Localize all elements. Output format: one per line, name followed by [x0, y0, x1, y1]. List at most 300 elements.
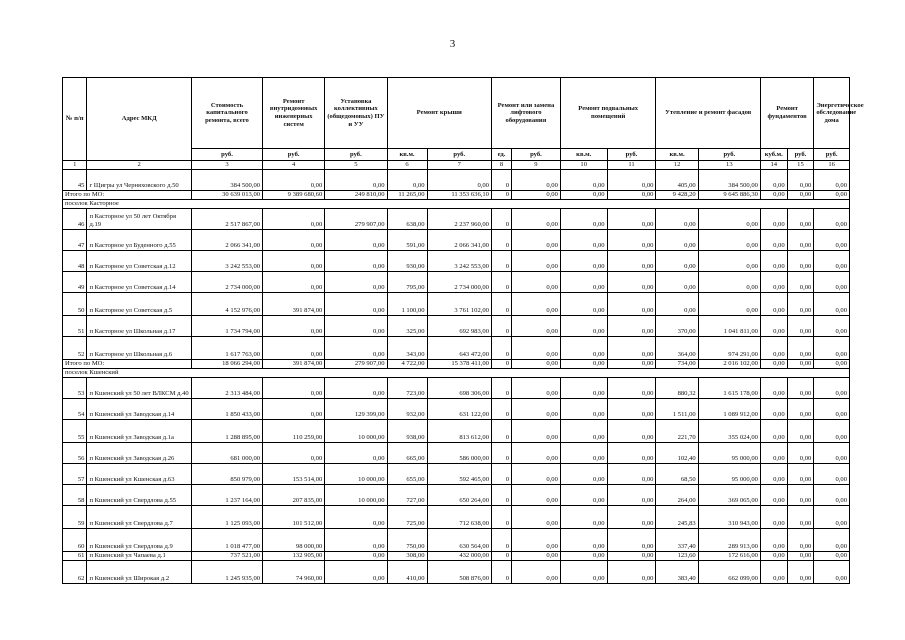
- value-cell: 0,00: [511, 419, 560, 442]
- value-cell: 0,00: [787, 442, 814, 463]
- section-row: [63, 368, 850, 377]
- value-cell: 3 761 102,00: [427, 292, 491, 315]
- value-cell: 0,00: [607, 419, 656, 442]
- value-cell: 245,83: [656, 505, 698, 528]
- col-number-cell: 4: [263, 161, 325, 170]
- value-cell: 880,32: [656, 377, 698, 398]
- address-cell: г Щигры ул Черняховского д.50: [87, 169, 191, 190]
- col-meters-title: Установка коллективных (общедомовых) ПУ и УУ: [325, 78, 387, 149]
- col-number-cell: 12: [656, 161, 698, 170]
- section-title: поселок Касторное: [63, 199, 850, 208]
- table-row: [63, 292, 850, 315]
- value-cell: 0,00: [814, 336, 850, 359]
- value-cell: 370,00: [656, 315, 698, 336]
- total-label: Итого по МО:: [63, 359, 192, 368]
- value-cell: 0,00: [607, 359, 656, 368]
- value-cell: 2 313 484,00: [191, 377, 262, 398]
- value-cell: 0,00: [560, 560, 607, 583]
- col-address-title: Адрес МКД: [87, 78, 191, 161]
- value-cell: 0,00: [607, 484, 656, 505]
- value-cell: 0,00: [511, 377, 560, 398]
- value-cell: 0,00: [325, 229, 387, 250]
- col-number-cell: 11: [607, 161, 656, 170]
- value-cell: 655,00: [387, 463, 427, 484]
- value-cell: 337,40: [656, 528, 698, 551]
- value-cell: 750,00: [387, 528, 427, 551]
- row-number: 62: [63, 560, 87, 583]
- value-cell: 0,00: [325, 442, 387, 463]
- value-cell: 0,00: [511, 528, 560, 551]
- value-cell: 0,00: [325, 528, 387, 551]
- value-cell: 0,00: [560, 336, 607, 359]
- value-cell: 932,00: [387, 398, 427, 419]
- value-cell: 0,00: [787, 229, 814, 250]
- table-row: [63, 484, 850, 505]
- value-cell: 0,00: [325, 551, 387, 560]
- value-cell: 0,00: [760, 229, 787, 250]
- value-cell: 9 645 886,30: [698, 190, 760, 199]
- value-cell: 249 810,00: [325, 190, 387, 199]
- value-cell: 132 905,00: [263, 551, 325, 560]
- value-cell: 0,00: [760, 484, 787, 505]
- value-cell: 0,00: [814, 190, 850, 199]
- value-cell: 0: [491, 271, 511, 292]
- value-cell: 0,00: [560, 250, 607, 271]
- table-row: [63, 271, 850, 292]
- table-row: [63, 169, 850, 190]
- value-cell: 1 018 477,00: [191, 528, 262, 551]
- unit-cell: руб.: [814, 149, 850, 161]
- value-cell: 0,00: [263, 336, 325, 359]
- value-cell: 1 734 794,00: [191, 315, 262, 336]
- table-row: [63, 551, 850, 560]
- value-cell: 813 612,00: [427, 419, 491, 442]
- value-cell: 172 616,00: [698, 551, 760, 560]
- row-number: 53: [63, 377, 87, 398]
- col-number-cell: 14: [760, 161, 787, 170]
- value-cell: 0,00: [511, 560, 560, 583]
- value-cell: 0,00: [263, 229, 325, 250]
- row-number: 58: [63, 484, 87, 505]
- address-cell: п Касторное ул Советская д.14: [87, 271, 191, 292]
- value-cell: 0,00: [760, 250, 787, 271]
- value-cell: 0,00: [511, 442, 560, 463]
- value-cell: 4 152 976,00: [191, 292, 262, 315]
- value-cell: 0,00: [698, 292, 760, 315]
- value-cell: 0,00: [760, 560, 787, 583]
- unit-cell: руб.: [263, 149, 325, 161]
- value-cell: 0: [491, 377, 511, 398]
- value-cell: 0,00: [560, 190, 607, 199]
- table-row: [63, 315, 850, 336]
- value-cell: 0,00: [263, 315, 325, 336]
- value-cell: 0,00: [787, 336, 814, 359]
- value-cell: 0,00: [656, 208, 698, 229]
- col-number-cell: 13: [698, 161, 760, 170]
- value-cell: 0,00: [760, 442, 787, 463]
- value-cell: 0,00: [325, 377, 387, 398]
- value-cell: 0,00: [560, 419, 607, 442]
- row-number: 48: [63, 250, 87, 271]
- value-cell: 110 259,00: [263, 419, 325, 442]
- row-number: 54: [63, 398, 87, 419]
- value-cell: 0,00: [263, 442, 325, 463]
- value-cell: 0,00: [760, 190, 787, 199]
- value-cell: 0,00: [263, 377, 325, 398]
- value-cell: 0,00: [814, 398, 850, 419]
- col-number-cell: 1: [63, 161, 87, 170]
- value-cell: 0,00: [325, 169, 387, 190]
- value-cell: 0: [491, 551, 511, 560]
- value-cell: 0,00: [263, 250, 325, 271]
- value-cell: 1 089 912,00: [698, 398, 760, 419]
- value-cell: 0,00: [560, 528, 607, 551]
- value-cell: 0,00: [511, 229, 560, 250]
- value-cell: 0,00: [814, 229, 850, 250]
- value-cell: 0: [491, 398, 511, 419]
- value-cell: 0,00: [814, 560, 850, 583]
- value-cell: 1 615 178,00: [698, 377, 760, 398]
- address-cell: п Кшенский ул Свердлова д.9: [87, 528, 191, 551]
- value-cell: 0,00: [511, 208, 560, 229]
- value-cell: 0,00: [814, 551, 850, 560]
- value-cell: 0,00: [560, 271, 607, 292]
- value-cell: 0,00: [607, 442, 656, 463]
- value-cell: 123,60: [656, 551, 698, 560]
- value-cell: 0,00: [760, 377, 787, 398]
- value-cell: 0,00: [787, 505, 814, 528]
- value-cell: 0,00: [560, 551, 607, 560]
- value-cell: 0: [491, 528, 511, 551]
- value-cell: 18 066 294,00: [191, 359, 262, 368]
- value-cell: 0,00: [760, 505, 787, 528]
- value-cell: 310 943,00: [698, 505, 760, 528]
- value-cell: 592 465,00: [427, 463, 491, 484]
- value-cell: 0,00: [263, 398, 325, 419]
- value-cell: 0: [491, 419, 511, 442]
- address-cell: п Кшенский ул Свердлова д.55: [87, 484, 191, 505]
- value-cell: 384 500,00: [698, 169, 760, 190]
- value-cell: 0,00: [511, 315, 560, 336]
- value-cell: 0,00: [814, 505, 850, 528]
- address-cell: п Кшенский ул Широкая д.2: [87, 560, 191, 583]
- value-cell: 0,00: [263, 169, 325, 190]
- value-cell: 0,00: [511, 551, 560, 560]
- unit-cell: кв.м.: [656, 149, 698, 161]
- value-cell: 0: [491, 190, 511, 199]
- value-cell: 0,00: [607, 315, 656, 336]
- value-cell: 508 876,00: [427, 560, 491, 583]
- total-row: [63, 359, 850, 368]
- value-cell: 0,00: [656, 229, 698, 250]
- value-cell: 0,00: [511, 484, 560, 505]
- value-cell: 0,00: [787, 292, 814, 315]
- value-cell: 638,00: [387, 208, 427, 229]
- value-cell: 630 564,00: [427, 528, 491, 551]
- table-row: [63, 229, 850, 250]
- table-body: [63, 169, 850, 583]
- col-number-cell: 8: [491, 161, 511, 170]
- value-cell: 279 907,00: [325, 208, 387, 229]
- value-cell: 3 242 553,00: [427, 250, 491, 271]
- value-cell: 930,00: [387, 250, 427, 271]
- value-cell: 0,00: [787, 419, 814, 442]
- value-cell: 0,00: [607, 208, 656, 229]
- table-row: [63, 560, 850, 583]
- value-cell: 364,00: [656, 336, 698, 359]
- value-cell: 391 874,00: [263, 359, 325, 368]
- value-cell: 0,00: [511, 359, 560, 368]
- col-number-cell: 6: [387, 161, 427, 170]
- address-cell: п Кшенский ул Заводская д.26: [87, 442, 191, 463]
- value-cell: 0,00: [760, 271, 787, 292]
- value-cell: 1 617 763,00: [191, 336, 262, 359]
- value-cell: 0: [491, 359, 511, 368]
- value-cell: 1 511,00: [656, 398, 698, 419]
- table-row: [63, 463, 850, 484]
- value-cell: 0,00: [607, 505, 656, 528]
- value-cell: 0,00: [263, 208, 325, 229]
- col-energy-title: Энергетическое обследование дома: [814, 78, 850, 149]
- unit-cell: руб.: [607, 149, 656, 161]
- value-cell: 737 521,00: [191, 551, 262, 560]
- value-cell: 0,00: [325, 315, 387, 336]
- value-cell: 1 850 433,00: [191, 398, 262, 419]
- value-cell: 0,00: [814, 169, 850, 190]
- value-cell: 0,00: [511, 336, 560, 359]
- value-cell: 723,00: [387, 377, 427, 398]
- value-cell: 643 472,00: [427, 336, 491, 359]
- value-cell: 0,00: [511, 169, 560, 190]
- value-cell: 129 399,00: [325, 398, 387, 419]
- col-foundation-title: Ремонт фундаментов: [760, 78, 813, 149]
- value-cell: 0,00: [760, 359, 787, 368]
- value-cell: 2 016 102,00: [698, 359, 760, 368]
- value-cell: 101 512,00: [263, 505, 325, 528]
- value-cell: 0,00: [607, 229, 656, 250]
- value-cell: 0: [491, 442, 511, 463]
- table-row: [63, 208, 850, 229]
- value-cell: 1 245 935,00: [191, 560, 262, 583]
- value-cell: 74 960,00: [263, 560, 325, 583]
- value-cell: 681 000,00: [191, 442, 262, 463]
- value-cell: 0,00: [787, 190, 814, 199]
- table-row: [63, 336, 850, 359]
- value-cell: 0: [491, 463, 511, 484]
- value-cell: 0,00: [814, 359, 850, 368]
- value-cell: 391 874,00: [263, 292, 325, 315]
- value-cell: 0,00: [787, 169, 814, 190]
- value-cell: 0,00: [760, 208, 787, 229]
- col-facade-title: Утепление и ремонт фасадов: [656, 78, 760, 149]
- value-cell: 0,00: [656, 292, 698, 315]
- col-number-cell: 5: [325, 161, 387, 170]
- value-cell: 1 041 811,00: [698, 315, 760, 336]
- col-number-cell: 16: [814, 161, 850, 170]
- value-cell: 0,00: [560, 292, 607, 315]
- value-cell: 0,00: [814, 377, 850, 398]
- value-cell: 1 237 164,00: [191, 484, 262, 505]
- value-cell: 0,00: [560, 484, 607, 505]
- value-cell: 0,00: [787, 551, 814, 560]
- value-cell: 0,00: [814, 271, 850, 292]
- value-cell: 0,00: [698, 208, 760, 229]
- unit-cell: руб.: [427, 149, 491, 161]
- row-number: 57: [63, 463, 87, 484]
- col-roof-title: Ремонт крыши: [387, 78, 491, 149]
- value-cell: 0,00: [325, 560, 387, 583]
- value-cell: 0,00: [560, 229, 607, 250]
- value-cell: 692 983,00: [427, 315, 491, 336]
- value-cell: 0,00: [814, 208, 850, 229]
- value-cell: 0,00: [656, 250, 698, 271]
- value-cell: 850 979,00: [191, 463, 262, 484]
- value-cell: 0,00: [656, 271, 698, 292]
- value-cell: 0,00: [760, 419, 787, 442]
- row-number: 59: [63, 505, 87, 528]
- unit-cell: куб.м.: [760, 149, 787, 161]
- value-cell: 650 264,00: [427, 484, 491, 505]
- value-cell: 355 024,00: [698, 419, 760, 442]
- row-number: 46: [63, 208, 87, 229]
- total-row: [63, 190, 850, 199]
- table-row: [63, 419, 850, 442]
- value-cell: 0,00: [814, 315, 850, 336]
- value-cell: 98 000,00: [263, 528, 325, 551]
- value-cell: 0,00: [607, 292, 656, 315]
- total-label: Итого по МО:: [63, 190, 192, 199]
- col-num-title: № п/п: [63, 78, 87, 161]
- address-cell: п Касторное ул Буденного д.55: [87, 229, 191, 250]
- col-number-cell: 3: [191, 161, 262, 170]
- section-row: [63, 199, 850, 208]
- table-row: [63, 398, 850, 419]
- value-cell: 725,00: [387, 505, 427, 528]
- value-cell: 264,00: [656, 484, 698, 505]
- value-cell: 0,00: [698, 250, 760, 271]
- value-cell: 0,00: [760, 463, 787, 484]
- value-cell: 0,00: [325, 292, 387, 315]
- value-cell: 308,00: [387, 551, 427, 560]
- value-cell: 0,00: [560, 359, 607, 368]
- value-cell: 0,00: [760, 551, 787, 560]
- value-cell: 0,00: [325, 505, 387, 528]
- value-cell: 0,00: [325, 250, 387, 271]
- row-number: 56: [63, 442, 87, 463]
- value-cell: 0,00: [787, 377, 814, 398]
- capital-repair-table: [62, 77, 864, 584]
- value-cell: 0,00: [607, 528, 656, 551]
- value-cell: 0,00: [698, 271, 760, 292]
- col-engineering-title: Ремонт внутридомовых инженерных систем: [263, 78, 325, 149]
- value-cell: 0,00: [814, 419, 850, 442]
- value-cell: 1 125 093,00: [191, 505, 262, 528]
- address-cell: п Касторное ул Советская д.12: [87, 250, 191, 271]
- value-cell: 0,00: [787, 463, 814, 484]
- value-cell: 0,00: [560, 442, 607, 463]
- value-cell: 0: [491, 336, 511, 359]
- value-cell: 662 099,00: [698, 560, 760, 583]
- value-cell: 0,00: [760, 528, 787, 551]
- value-cell: 0,00: [607, 377, 656, 398]
- value-cell: 795,00: [387, 271, 427, 292]
- value-cell: 0,00: [511, 271, 560, 292]
- value-cell: 2 734 000,00: [427, 271, 491, 292]
- col-lift-title: Ремонт или замена лифтового оборудования: [491, 78, 560, 149]
- value-cell: 2 734 000,00: [191, 271, 262, 292]
- row-number: 47: [63, 229, 87, 250]
- value-cell: 586 000,00: [427, 442, 491, 463]
- table-row: [63, 377, 850, 398]
- value-cell: 405,00: [656, 169, 698, 190]
- value-cell: 325,00: [387, 315, 427, 336]
- address-cell: п Кшенский ул Кшенская д.63: [87, 463, 191, 484]
- value-cell: 0,00: [511, 398, 560, 419]
- value-cell: 95 000,00: [698, 463, 760, 484]
- value-cell: 0,00: [511, 250, 560, 271]
- value-cell: 0,00: [787, 208, 814, 229]
- value-cell: 2 066 341,00: [427, 229, 491, 250]
- value-cell: 0,00: [787, 359, 814, 368]
- value-cell: 289 913,00: [698, 528, 760, 551]
- value-cell: 3 242 553,00: [191, 250, 262, 271]
- unit-cell: руб.: [325, 149, 387, 161]
- col-total-cost-title: Стоимость капитального ремонта, всего: [191, 78, 262, 149]
- value-cell: 0,00: [607, 560, 656, 583]
- value-cell: 0,00: [325, 336, 387, 359]
- value-cell: 68,50: [656, 463, 698, 484]
- value-cell: 734,00: [656, 359, 698, 368]
- value-cell: 0,00: [698, 229, 760, 250]
- unit-cell: ед.: [491, 149, 511, 161]
- value-cell: 665,00: [387, 442, 427, 463]
- value-cell: 0,00: [607, 190, 656, 199]
- value-cell: 343,00: [387, 336, 427, 359]
- table-row: [63, 442, 850, 463]
- value-cell: 0,00: [607, 398, 656, 419]
- value-cell: 384 500,00: [191, 169, 262, 190]
- value-cell: 0,00: [560, 169, 607, 190]
- value-cell: 369 065,00: [698, 484, 760, 505]
- value-cell: 9 428,20: [656, 190, 698, 199]
- value-cell: 712 638,00: [427, 505, 491, 528]
- value-cell: 2 517 867,00: [191, 208, 262, 229]
- value-cell: 432 000,00: [427, 551, 491, 560]
- address-cell: п Кшенский ул 50 лет ВЛКСМ д.40: [87, 377, 191, 398]
- address-cell: п Касторное ул Школьная д.6: [87, 336, 191, 359]
- unit-cell: кв.м.: [387, 149, 427, 161]
- value-cell: 0,00: [511, 292, 560, 315]
- value-cell: 0,00: [787, 528, 814, 551]
- value-cell: 0: [491, 250, 511, 271]
- value-cell: 591,00: [387, 229, 427, 250]
- col-number-cell: 15: [787, 161, 814, 170]
- header-titles-row: [63, 78, 850, 149]
- value-cell: 0,00: [511, 505, 560, 528]
- value-cell: 0,00: [760, 315, 787, 336]
- value-cell: 15 378 411,00: [427, 359, 491, 368]
- row-number: 51: [63, 315, 87, 336]
- unit-cell: руб.: [787, 149, 814, 161]
- value-cell: 0,00: [787, 484, 814, 505]
- unit-cell: руб.: [191, 149, 262, 161]
- value-cell: 0,00: [387, 169, 427, 190]
- value-cell: 727,00: [387, 484, 427, 505]
- value-cell: 0: [491, 484, 511, 505]
- value-cell: 0,00: [560, 398, 607, 419]
- row-number: 52: [63, 336, 87, 359]
- value-cell: 102,40: [656, 442, 698, 463]
